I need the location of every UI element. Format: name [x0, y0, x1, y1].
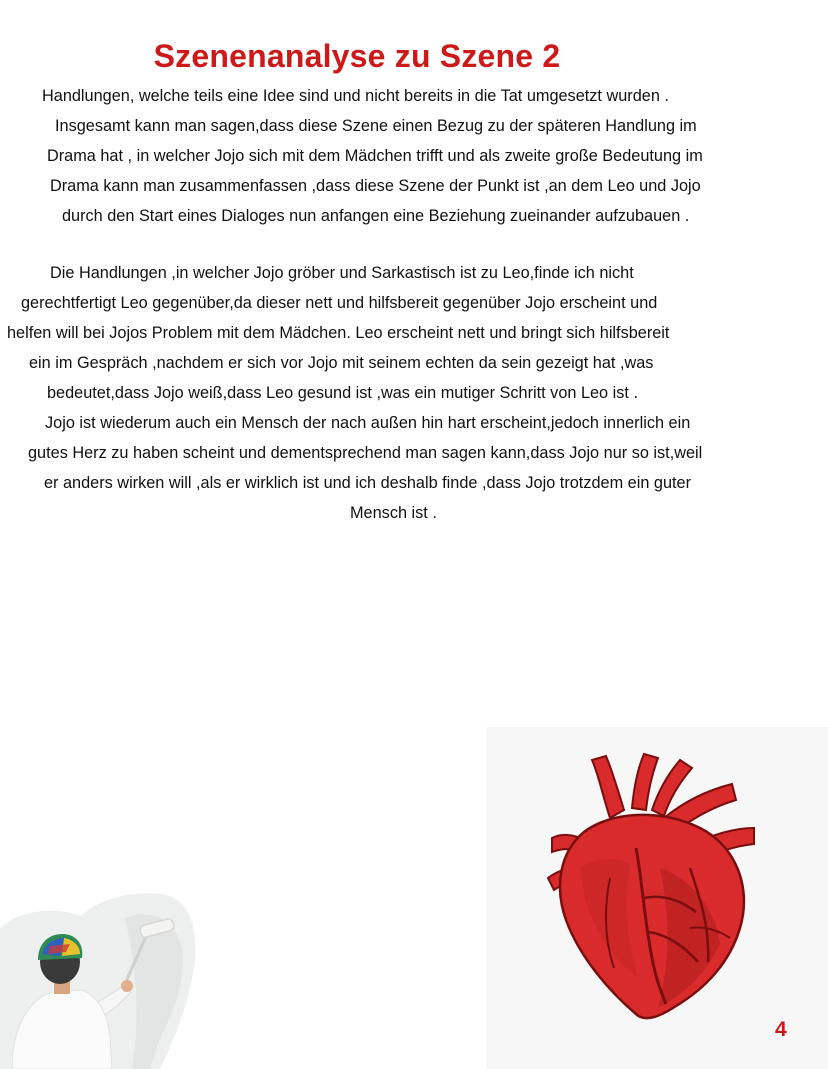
text-line: Insgesamt kann man sagen,dass diese Szene einen Bezug zu der späteren Handlung im — [55, 117, 697, 135]
text-line: bedeutet,dass Jojo weiß,dass Leo gesund ist ,was ein mutiger Schritt von Leo ist . — [47, 384, 638, 402]
text-line: durch den Start eines Dialoges nun anfangen eine Beziehung zueinander aufzubauen . — [62, 207, 690, 225]
text-line: Jojo ist wiederum auch ein Mensch der nach außen hin hart erscheint,jedoch innerlich ein — [45, 414, 691, 432]
text-line: er anders wirken will ,als er wirklich ist und ich deshalb finde ,dass Jojo trotzdem ein guter — [44, 474, 692, 492]
page-number: 4 — [775, 1018, 787, 1041]
text-line: ein im Gespräch ,nachdem er sich vor Jojo mit seinem echten da sein gezeigt hat ,was — [29, 354, 654, 372]
text-line: gutes Herz zu haben scheint und dementsprechend man sagen kann,dass Jojo nur so ist,weil — [28, 444, 703, 462]
text-line: gerechtfertigt Leo gegenüber,da dieser nett und hilfsbereit gegenüber Jojo erscheint und — [21, 294, 658, 312]
text-line: Handlungen, welche teils eine Idee sind und nicht bereits in die Tat umgesetzt wurden . — [42, 87, 669, 105]
text-line: Mensch ist . — [350, 504, 437, 522]
page-title: Szenenanalyse zu Szene 2 — [153, 38, 561, 74]
text-line: Die Handlungen ,in welcher Jojo gröber und Sarkastisch ist zu Leo,finde ich nicht — [50, 264, 634, 282]
text-line: Drama kann man zusammenfassen ,dass diese Szene der Punkt ist ,an dem Leo und Jojo — [50, 177, 701, 195]
anatomical-heart-illustration — [540, 748, 762, 1023]
text-line: Drama hat , in welcher Jojo sich mit dem Mädchen trifft und als zweite große Bedeutung im — [47, 147, 703, 165]
text-line: helfen will bei Jojos Problem mit dem Mädchen. Leo erscheint nett und bringt sich hilfsbereit — [7, 324, 670, 342]
painter-illustration — [0, 888, 200, 1069]
